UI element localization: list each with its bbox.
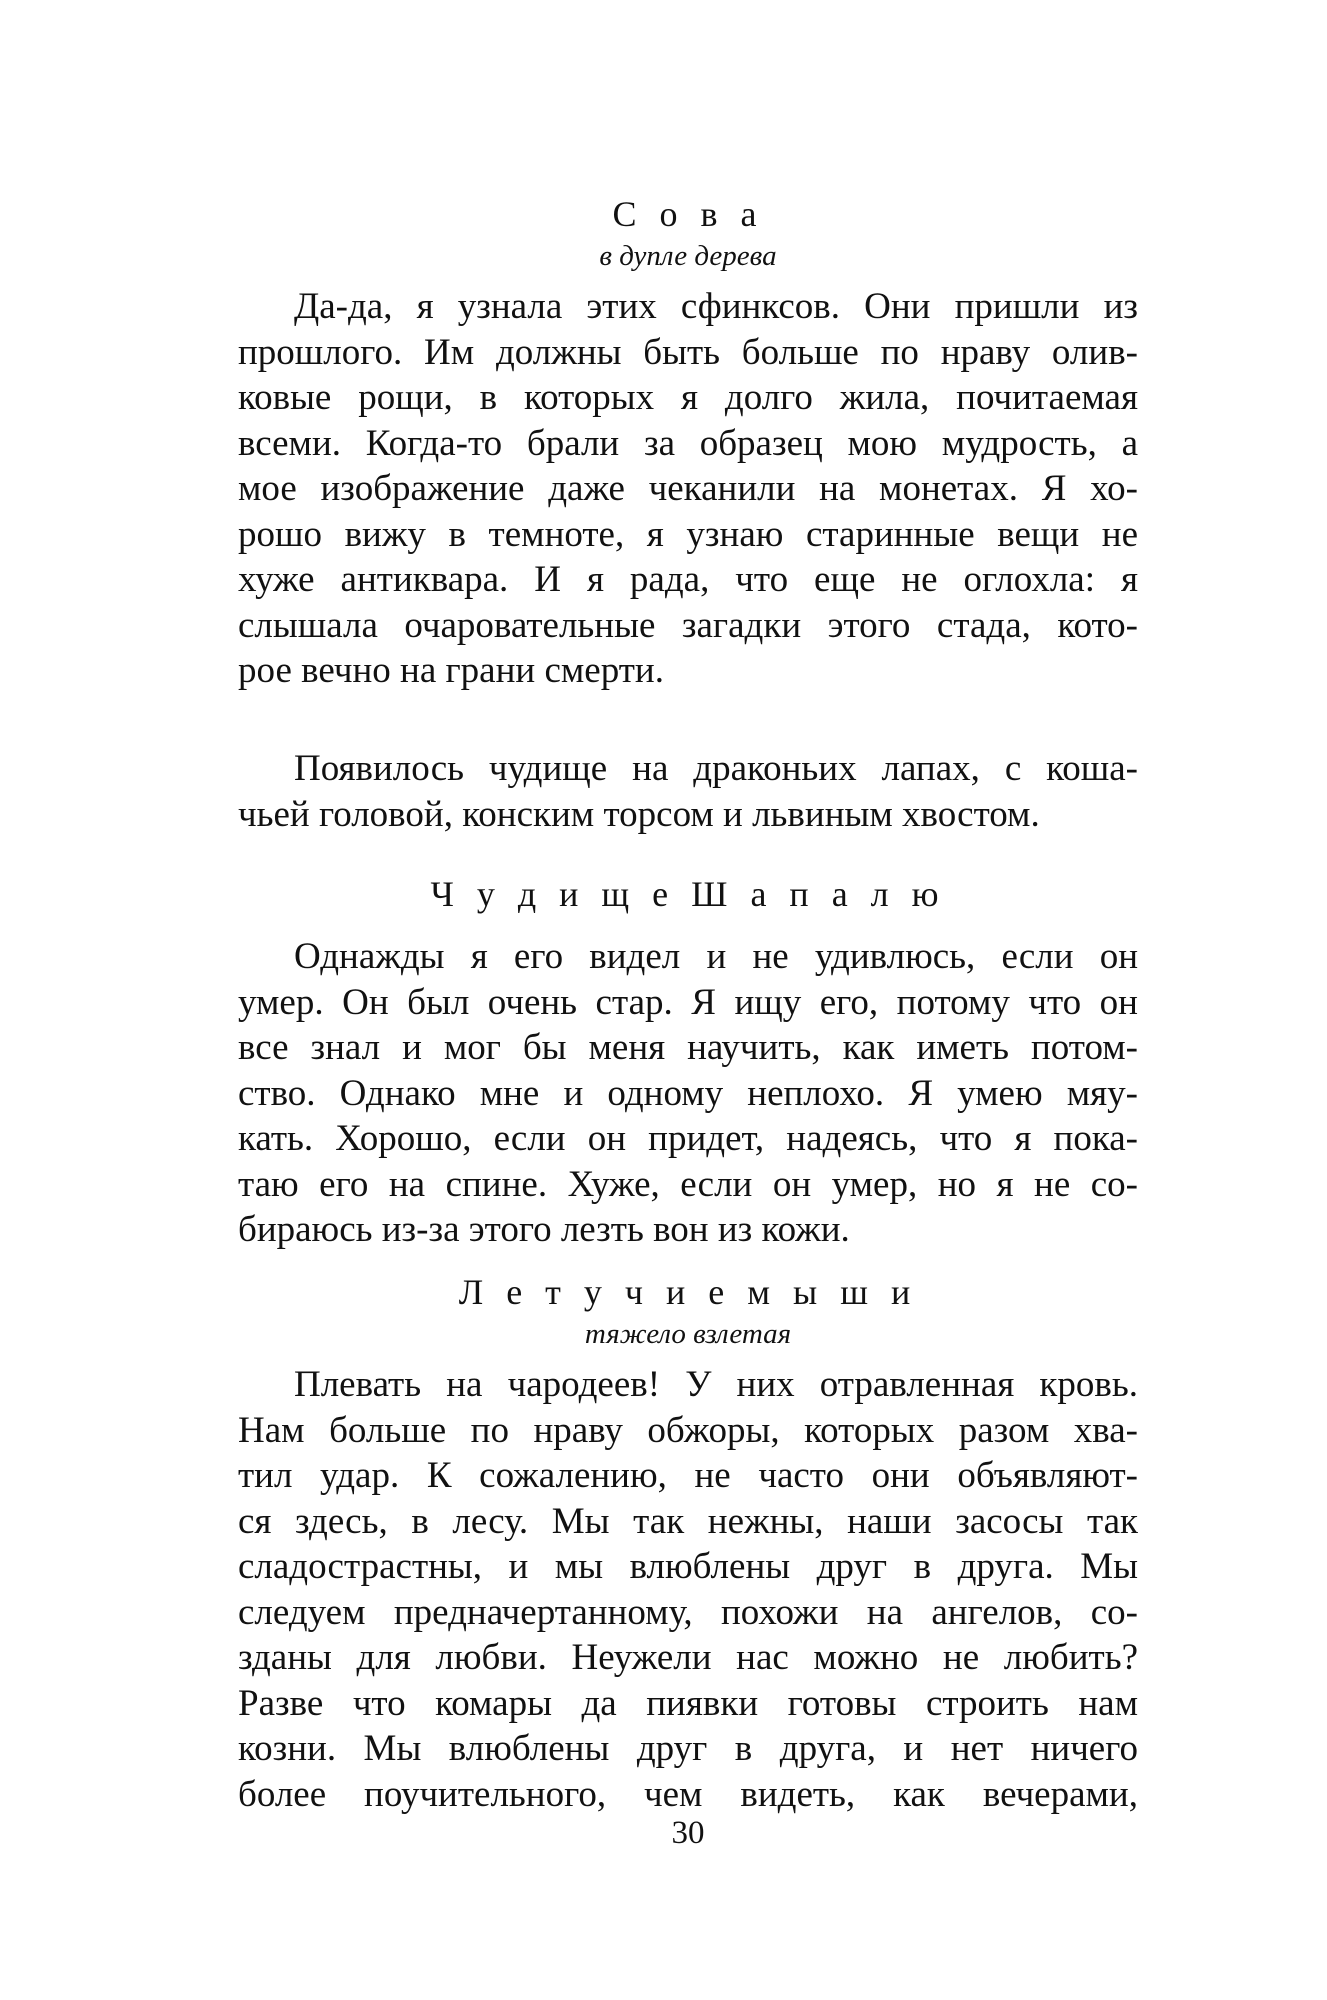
page-number: 30 [671,1815,705,1851]
book-page [238,0,1138,2000]
text-line: Плевать на чародеев! У них отравленная кровь. [294,1364,1138,1405]
text-line: ковые рощи, в которых я долго жила, почитаемая [238,377,1138,418]
bats-stage-direction: тяжело взлетая [584,1318,792,1350]
text-line: козни. Мы влюблены друг в друга, и нет ничего [238,1728,1138,1769]
bats-block [238,1270,1138,1817]
text-line: умер. Он был очень стар. Я ищу его, потому что он [238,981,1138,1023]
text-line: все знал и мог бы меня научить, как иметь потом- [238,1027,1138,1068]
owl-block [238,192,1138,694]
text-line: кать. Хорошо, если он придет, надеясь, что я пока- [238,1118,1138,1159]
bats-speaker: Л е т у ч и е м ы ш и [458,1272,918,1312]
text-line: более поучительного, чем видеть, как вечерами, [238,1773,1138,1815]
narration-paragraph [238,746,1138,837]
text-line: таю его на спине. Хуже, если он умер, но я не со- [238,1163,1138,1205]
monster-speaker: Ч у д и щ е Ш а п а л ю [430,874,946,914]
text-line: ство. Однако мне и одному неплохо. Я умею мяу- [238,1072,1138,1114]
text-line: хуже антиквара. И я рада, что еще не оглохла: я [238,559,1138,600]
owl-speech [238,284,1138,694]
text-line: чьей головой, конским торсом и львиным хвостом. [238,793,1040,835]
text-line: Появилось чудище на драконьих лапах, с коша- [294,748,1138,789]
bats-speech [238,1362,1138,1817]
text-line: мое изображение даже чеканили на монетах. Я хо- [238,468,1138,509]
text-line: прошлого. Им должны быть больше по нраву олив- [238,331,1138,373]
text-line: зданы для любви. Неужели нас можно не любить? [238,1637,1138,1678]
text-line: Да-да, я узнала этих сфинксов. Они пришли из [294,286,1138,327]
text-line: рошо вижу в темноте, я узнаю старинные вещи не [238,513,1138,555]
text-line: всеми. Когда-то брали за образец мою мудрость, а [238,422,1138,464]
text-line: тил удар. К сожалению, не часто они объявляют- [238,1455,1138,1496]
text-line: Однажды я его видел и не удивлюсь, если он [294,936,1138,977]
text-line: сладострастны, и мы влюблены друг в друга. Мы [238,1546,1138,1587]
owl-stage-direction: в дупле дерева [599,240,777,272]
owl-speaker: С о в а [612,194,764,234]
monster-block [238,872,1138,1253]
monster-speech [238,934,1138,1253]
text-line: ся здесь, в лесу. Мы так нежны, наши засосы так [238,1500,1138,1542]
text-line: Нам больше по нраву обжоры, которых разом хва- [238,1409,1138,1451]
text-line: слышала очаровательные загадки этого стада, кото- [238,604,1138,646]
text-line: Разве что комары да пиявки готовы строить нам [238,1682,1138,1724]
text-line: рое вечно на грани смерти. [238,650,664,691]
text-line: бираюсь из-за этого лезть вон из кожи. [238,1209,850,1250]
text-line: следуем предначертанному, похожи на ангелов, со- [238,1591,1138,1633]
